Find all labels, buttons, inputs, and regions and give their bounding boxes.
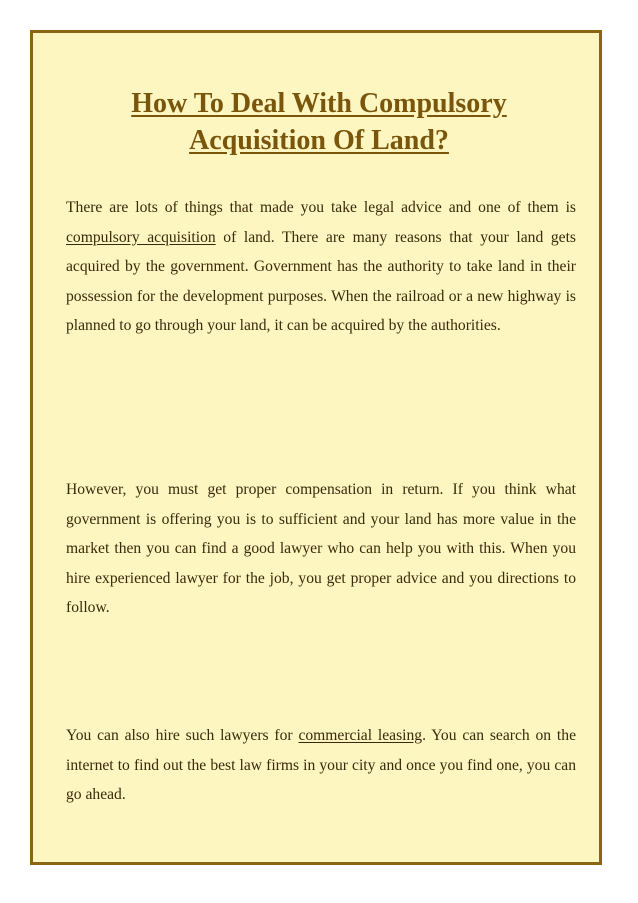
paragraph-1-text-end: of land. There are many reasons that your land gets acquired by the government. Government has the authority to take land in their possession for the development purposes. When the railroad or a new highway is planned to go through your land, it can be acquired by the authorities.	[66, 228, 576, 334]
document-title	[33, 85, 605, 159]
paragraph-3-text-start: You can also hire such lawyers for	[66, 727, 299, 744]
paragraph-1	[66, 193, 576, 341]
paragraph-3	[66, 721, 576, 810]
title-line-2: Acquisition Of Land?	[189, 125, 449, 156]
title-line-1: How To Deal With Compulsory	[131, 88, 507, 119]
paragraph-1-text-start: There are lots of things that made you take legal advice and one of them is	[66, 199, 576, 216]
document-page	[30, 30, 602, 865]
paragraph-3-text-end: . You can search on the internet to find out the best law firms in your city and once you find one, you can go ahead.	[66, 727, 576, 803]
paragraph-2: However, you must get proper compensation in return. If you think what government is offering you is to sufficient and your land has more value in the market then you can find a good lawyer who can help you with this. When you hire experienced lawyer for the job, you get proper advice and you directions to follow.	[66, 481, 576, 616]
commercial-leasing-link[interactable]: commercial leasing	[298, 727, 423, 744]
compulsory-acquisition-link[interactable]: compulsory acquisition	[66, 228, 216, 246]
